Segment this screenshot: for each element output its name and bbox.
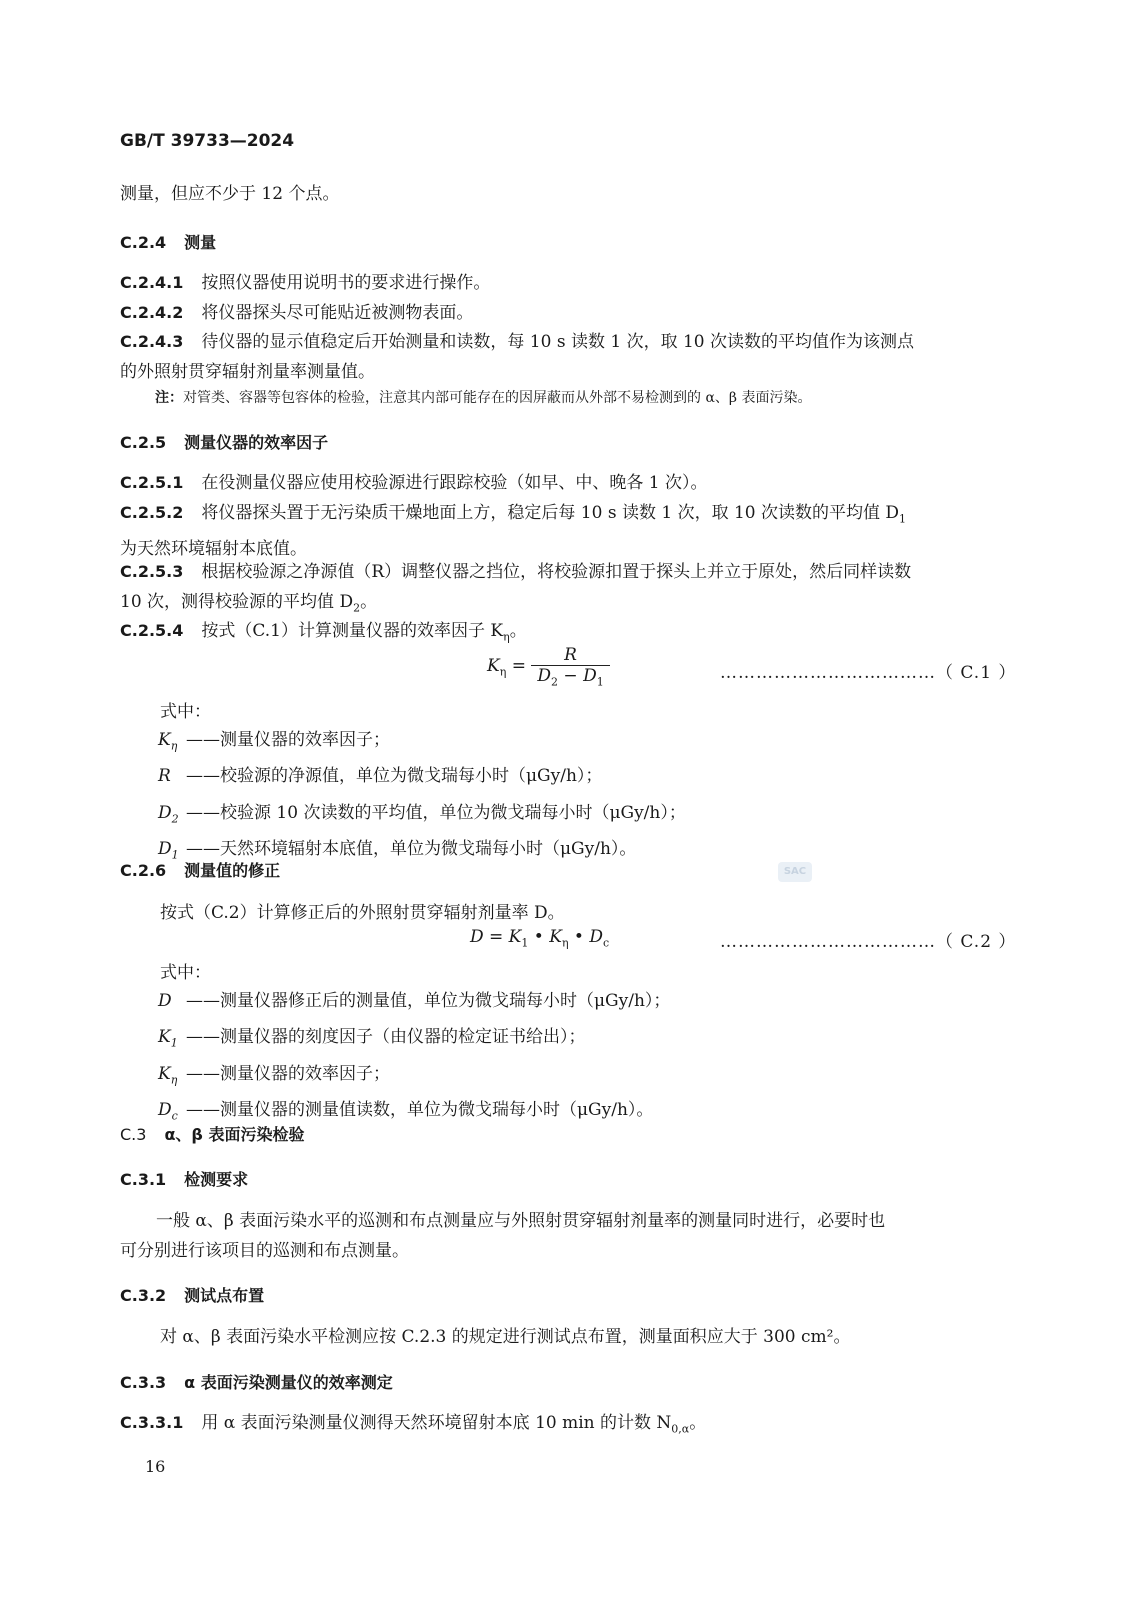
symbol: $D_1$ xyxy=(158,839,179,862)
section-number: C.3.1 xyxy=(120,1170,167,1189)
clause-end: 。 xyxy=(689,1413,707,1433)
definition-text: ——测量仪器的测量值读数，单位为微戈瑞每小时（μGy/h）。 xyxy=(186,1100,654,1121)
clause-number: C.2.5.2 xyxy=(120,503,184,522)
eq-den-b: D xyxy=(583,666,597,686)
definition-text: ——测量仪器的刻度因子（由仪器的检定证书给出）； xyxy=(186,1027,586,1048)
clause-text: 按照仪器使用说明书的要求进行操作。 xyxy=(201,273,491,293)
clause-text: 待仪器的显示值稳定后开始测量和读数，每 10 s 读数 1 次，取 10 次读数的平均值作为该测点 xyxy=(201,332,915,352)
eq-den-a: D xyxy=(537,666,551,686)
definition-text: ——测量仪器的效率因子； xyxy=(186,1063,390,1084)
clause-end: 。 xyxy=(360,592,378,612)
section-c-2-6-heading xyxy=(120,858,280,881)
continuation-line: 测量，但应不少于 12 个点。 xyxy=(120,184,340,204)
note-label: 注： xyxy=(155,390,183,406)
clause-number: C.2.5.3 xyxy=(120,562,184,581)
section-number: C.3 xyxy=(120,1125,147,1144)
equation-c-2-number xyxy=(720,927,1016,952)
paragraph-line-1: 一般 α、β 表面污染水平的巡测和布点测量应与外照射贯穿辐射剂量率的测量同时进行，必要时也 xyxy=(156,1211,886,1231)
definition-row xyxy=(158,725,686,761)
eq-den-b-sub: 1 xyxy=(596,675,604,689)
definition-row xyxy=(158,1059,670,1095)
eq-lhs: K xyxy=(487,656,500,677)
clause-number: C.2.5.4 xyxy=(120,621,184,640)
equation-c-2 xyxy=(470,927,609,949)
clause-text-continued: 10 次，测得校验源的平均值 D xyxy=(120,592,354,612)
eq-equals: = xyxy=(511,656,526,677)
section-title: α 表面污染测量仪的效率测定 xyxy=(184,1373,393,1392)
section-number: C.3.2 xyxy=(120,1286,167,1305)
clause-c-2-4-2 xyxy=(120,298,1000,328)
eq-den-op: − xyxy=(558,666,584,686)
clause-c-3-3-1 xyxy=(120,1408,1000,1444)
where-label: 式中： xyxy=(160,702,211,722)
definitions-c-2 xyxy=(158,986,670,1132)
page-number: 16 xyxy=(145,1457,166,1476)
definition-row xyxy=(158,761,686,797)
clause-c-2-5-1 xyxy=(120,468,1000,498)
clause-c-2-6-text: 按式（C.2）计算修正后的外照射贯穿辐射剂量率 D。 xyxy=(160,903,565,923)
clause-number: C.2.5.1 xyxy=(120,473,184,492)
clause-text: 将仪器探头尽可能贴近被测物表面。 xyxy=(201,303,474,323)
definition-row xyxy=(158,1022,670,1058)
note xyxy=(155,387,811,409)
section-c-3-1-heading xyxy=(120,1167,248,1190)
clause-number: C.3.3.1 xyxy=(120,1413,184,1432)
subscript: 2 xyxy=(353,601,361,615)
eq-part-b: • K xyxy=(528,927,562,947)
watermark-logo: SAC xyxy=(778,862,812,882)
clause-text: 将仪器探头置于无污染质干燥地面上方，稳定后每 10 s 读数 1 次，取 10 次读数的平均值 D xyxy=(201,503,900,523)
eq-sub-a: 1 xyxy=(521,936,529,950)
eq-part-a: D = K xyxy=(470,927,522,947)
eq-sub-c: c xyxy=(603,936,610,950)
clause-c-2-4-3 xyxy=(120,327,1000,387)
definition-text: ——测量仪器修正后的测量值，单位为微戈瑞每小时（μGy/h）； xyxy=(186,991,671,1011)
leader-dots: ……………………………… xyxy=(720,932,936,952)
note-text: 对管类、容器等包容体的检验，注意其内部可能存在的因屏蔽而从外部不易检测到的 α、β 表面污染。 xyxy=(183,390,812,406)
clause-number: C.2.4.3 xyxy=(120,332,184,351)
section-title: 测量 xyxy=(184,233,217,252)
section-number: C.2.4 xyxy=(120,233,167,252)
symbol: $D_2$ xyxy=(158,802,179,826)
definition-row xyxy=(158,798,686,834)
definition-text: ——测量仪器的效率因子； xyxy=(186,730,390,750)
standard-header: GB/T 39733—2024 xyxy=(120,131,295,151)
clause-number: C.2.4.1 xyxy=(120,273,184,292)
eq-denominator xyxy=(531,666,609,688)
clause-c-2-4-1 xyxy=(120,268,1000,298)
definition-text: ——天然环境辐射本底值，单位为微戈瑞每小时（μGy/h）。 xyxy=(186,839,637,860)
definition-text: ——校验源 10 次读数的平均值，单位为微戈瑞每小时（μGy/h）； xyxy=(186,802,686,823)
clause-c-3-2-text: 对 α、β 表面污染水平检测应按 C.2.3 的规定进行测试点布置，测量面积应大于 300 cm²。 xyxy=(160,1327,851,1347)
eq-sub-b: η xyxy=(561,936,569,950)
clause-c-3-1-text xyxy=(120,1206,1000,1266)
clause-c-2-5-3 xyxy=(120,557,1000,623)
clause-text-continued: 的外照射贯穿辐射剂量率测量值。 xyxy=(120,362,375,382)
clause-text: 在役测量仪器应使用校验源进行跟踪校验（如早、中、晚各 1 次）。 xyxy=(201,473,708,493)
definition-row xyxy=(158,986,670,1022)
section-title: α、β 表面污染检验 xyxy=(164,1125,305,1144)
eq-den-a-sub: 2 xyxy=(551,675,558,689)
equation-number: （ C.1 ） xyxy=(936,663,1017,683)
section-c-3-2-heading xyxy=(120,1283,264,1306)
section-number: C.3.3 xyxy=(120,1373,167,1392)
paragraph-line-2: 可分别进行该项目的巡测和布点测量。 xyxy=(120,1241,409,1261)
eq-lhs-sub: η xyxy=(499,665,507,679)
clause-text: 根据校验源之净源值（R）调整仪器之挡位，将校验源扣置于探头上并立于原处，然后同样读数 xyxy=(201,562,912,582)
symbol: $D_c$ xyxy=(158,1100,178,1123)
symbol: R xyxy=(158,766,171,787)
section-title: 测量值的修正 xyxy=(184,861,281,880)
symbol: $K_1$ xyxy=(158,1027,178,1050)
section-title: 测试点布置 xyxy=(184,1286,265,1305)
where-label: 式中： xyxy=(160,963,211,983)
symbol: D xyxy=(158,991,172,1011)
section-title: 检测要求 xyxy=(184,1170,249,1189)
section-number: C.2.6 xyxy=(120,861,167,880)
leader-dots: ……………………………… xyxy=(720,663,936,683)
equation-number: （ C.2 ） xyxy=(936,932,1017,952)
eq-part-c: • D xyxy=(568,927,603,947)
eq-numerator: R xyxy=(531,645,609,666)
subscript: 1 xyxy=(899,512,907,526)
equation-c-1 xyxy=(487,645,610,688)
section-c-3-3-heading xyxy=(120,1370,393,1393)
section-number: C.2.5 xyxy=(120,433,167,452)
clause-number: C.2.4.2 xyxy=(120,303,184,322)
clause-text: 用 α 表面污染测量仪测得天然环境留射本底 10 min 的计数 N xyxy=(201,1413,672,1433)
clause-text-continued: 为天然环境辐射本底值。 xyxy=(120,539,307,560)
clause-c-2-5-2 xyxy=(120,498,1000,564)
section-c-2-5-heading xyxy=(120,430,328,453)
section-c-2-4-heading xyxy=(120,230,216,253)
section-title: 测量仪器的效率因子 xyxy=(184,433,329,452)
definitions-c-1 xyxy=(158,725,686,871)
clause-end: 。 xyxy=(509,621,527,641)
symbol: $K_\eta$ xyxy=(158,1063,178,1087)
subscript: 0,α xyxy=(671,1422,690,1436)
eq-fraction xyxy=(531,645,609,688)
clause-text: 按式（C.1）计算测量仪器的效率因子 K xyxy=(201,621,504,641)
section-c-3-heading xyxy=(120,1122,304,1145)
subscript: η xyxy=(503,630,510,644)
symbol: $K_\eta$ xyxy=(158,730,178,753)
equation-c-1-number xyxy=(720,658,1016,683)
definition-text: ——校验源的净源值，单位为微戈瑞每小时（μGy/h）； xyxy=(186,766,603,787)
